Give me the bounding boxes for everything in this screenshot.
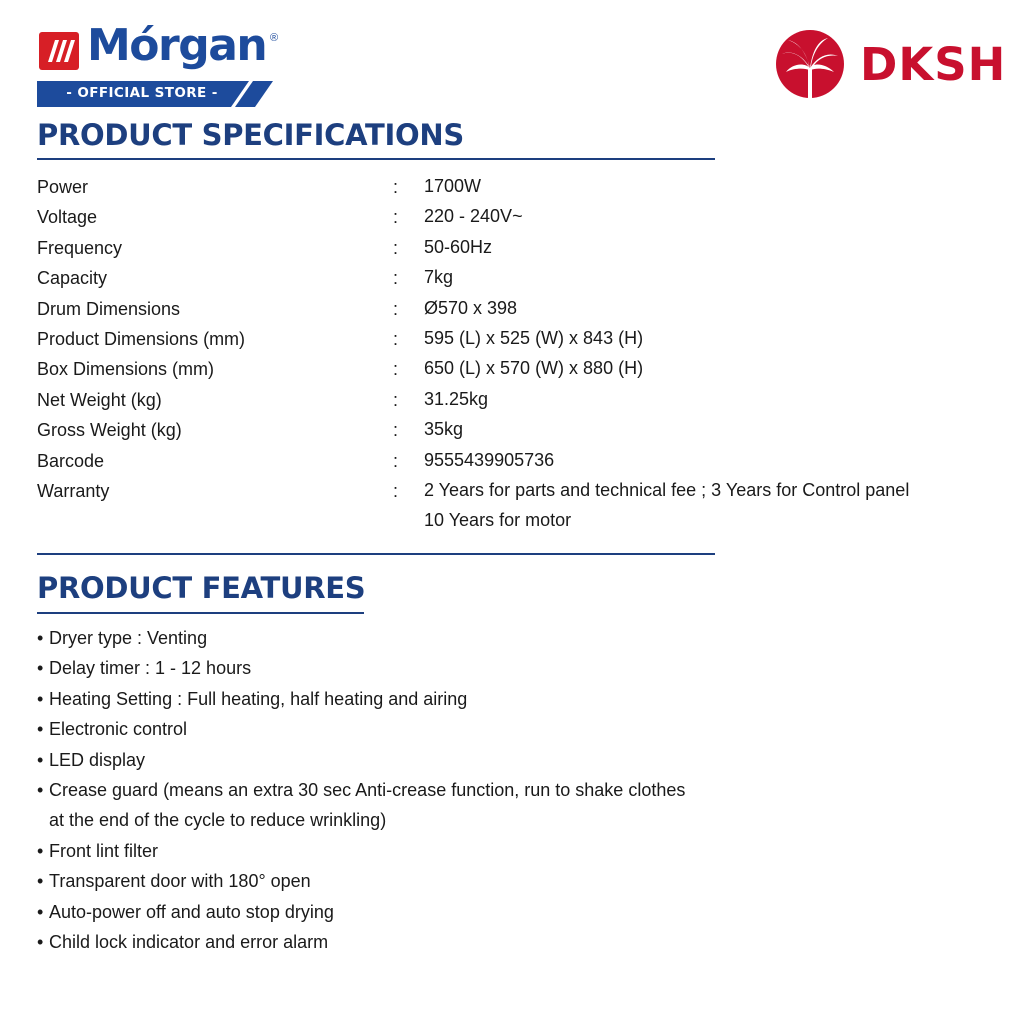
spec-label: Warranty xyxy=(37,480,110,501)
morgan-stripes-icon xyxy=(39,32,79,70)
specifications-list xyxy=(37,174,997,539)
spec-value-line: 595 (L) x 525 (W) x 843 (H) xyxy=(424,327,644,348)
official-store-label: - OFFICIAL STORE - xyxy=(66,85,218,101)
feature-line: • LED display xyxy=(49,749,146,770)
spec-value xyxy=(424,171,1004,201)
spec-row-gross-weight xyxy=(37,417,997,447)
spec-label: Box Dimensions (mm) xyxy=(37,359,215,380)
spec-value xyxy=(424,293,1004,323)
spec-separator: : xyxy=(393,298,399,319)
feature-item xyxy=(37,836,797,866)
spec-separator: : xyxy=(393,207,399,228)
spec-value xyxy=(424,475,1004,536)
spec-value-line: 50-60Hz xyxy=(424,236,493,257)
spec-row-frequency xyxy=(37,235,997,265)
feature-line: • Front lint filter xyxy=(49,840,159,861)
feature-item xyxy=(37,897,797,927)
spec-value-line: 7kg xyxy=(424,267,454,288)
spec-value-line: 31.25kg xyxy=(424,388,489,409)
spec-value-line: 1700W xyxy=(424,176,482,196)
section-divider xyxy=(37,553,715,555)
features-list xyxy=(37,623,797,957)
spec-label: Power xyxy=(37,177,89,197)
spec-row-product-dimensions xyxy=(37,326,997,356)
registered-mark: ® xyxy=(270,32,279,44)
spec-separator: : xyxy=(393,480,399,501)
feature-line: • Electronic control xyxy=(49,719,188,740)
spec-row-drum-dimensions xyxy=(37,296,997,326)
feature-item xyxy=(37,866,797,896)
spec-row-warranty xyxy=(37,478,997,539)
spec-value-line: 650 (L) x 570 (W) x 880 (H) xyxy=(424,358,644,379)
spec-value-line: 10 Years for motor xyxy=(424,510,572,531)
feature-line: • Crease guard (means an extra 30 sec Anti-crease function, run to shake clothes xyxy=(49,780,686,801)
feature-item xyxy=(37,653,797,683)
feature-item xyxy=(37,684,797,714)
feature-line: • Delay timer : 1 - 12 hours xyxy=(49,658,252,679)
features-underline xyxy=(37,612,364,614)
feature-item xyxy=(37,927,797,957)
spec-row-net-weight xyxy=(37,387,997,417)
feature-line: • Transparent door with 180° open xyxy=(49,871,311,892)
feature-line: • Heating Setting : Full heating, half heating and airing xyxy=(49,688,468,709)
feature-item xyxy=(37,745,797,775)
feature-line: at the end of the cycle to reduce wrinkling) xyxy=(49,810,387,831)
spec-separator: : xyxy=(393,450,399,471)
dksh-palm-icon xyxy=(774,28,846,100)
spec-label: Gross Weight (kg) xyxy=(37,420,182,441)
feature-item xyxy=(37,714,797,744)
spec-separator: : xyxy=(393,359,399,380)
morgan-logo xyxy=(37,20,287,108)
spec-value xyxy=(424,323,1004,353)
spec-value xyxy=(424,445,1004,475)
spec-separator: : xyxy=(393,177,399,197)
spec-value xyxy=(424,384,1004,414)
spec-label: Frequency xyxy=(37,237,123,258)
spec-label: Barcode xyxy=(37,450,105,471)
feature-item xyxy=(37,623,797,653)
spec-row-capacity xyxy=(37,265,997,295)
brand-name: Mórgan xyxy=(87,20,267,71)
partner-name: DKSH xyxy=(860,38,1007,91)
spec-separator: : xyxy=(393,237,399,258)
specifications-divider xyxy=(37,158,715,160)
spec-value-line: 220 - 240V~ xyxy=(424,206,523,227)
spec-value-line: 2 Years for parts and technical fee ; 3 Years for Control panel xyxy=(424,479,910,500)
feature-item xyxy=(37,775,797,836)
spec-label: Net Weight (kg) xyxy=(37,389,162,410)
spec-label: Drum Dimensions xyxy=(37,298,181,319)
spec-row-voltage xyxy=(37,204,997,234)
spec-label: Voltage xyxy=(37,207,98,228)
spec-separator: : xyxy=(393,328,399,349)
spec-separator: : xyxy=(393,389,399,410)
feature-line: • Child lock indicator and error alarm xyxy=(49,932,329,953)
features-title: PRODUCT FEATURES xyxy=(37,571,366,605)
feature-line: • Auto-power off and auto stop drying xyxy=(49,901,334,922)
spec-value xyxy=(424,353,1004,383)
spec-row-power xyxy=(37,174,997,204)
dksh-logo xyxy=(774,28,1007,102)
spec-value-line: Ø570 x 398 xyxy=(424,297,518,318)
feature-line: • Dryer type : Venting xyxy=(49,628,208,648)
spec-value xyxy=(424,262,1004,292)
spec-value-line: 9555439905736 xyxy=(424,449,555,470)
spec-label: Capacity xyxy=(37,268,108,289)
spec-value xyxy=(424,201,1004,231)
spec-separator: : xyxy=(393,268,399,289)
spec-value xyxy=(424,414,1004,444)
spec-row-box-dimensions xyxy=(37,356,997,386)
spec-value-line: 35kg xyxy=(424,419,464,440)
spec-row-barcode xyxy=(37,448,997,478)
spec-separator: : xyxy=(393,420,399,441)
spec-label: Product Dimensions (mm) xyxy=(37,328,246,349)
spec-value xyxy=(424,232,1004,262)
specifications-title: PRODUCT SPECIFICATIONS xyxy=(37,118,464,152)
